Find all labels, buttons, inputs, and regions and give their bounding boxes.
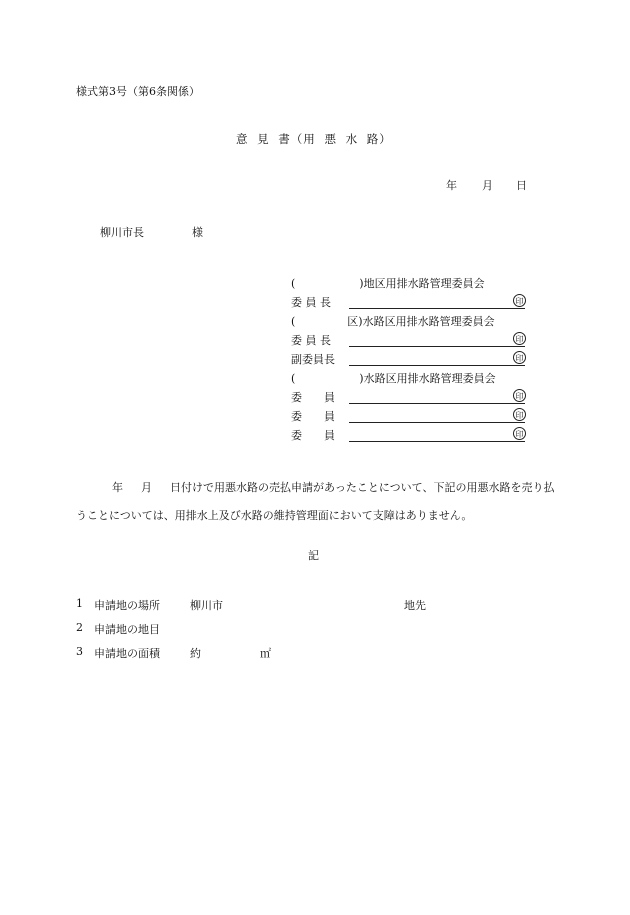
addressee-honorific: 様 [192,226,203,239]
item-label: 申請地の場所 [94,599,160,612]
seal-icon: 印 [513,294,526,307]
item-number: 2 [76,621,83,634]
org1-chair-signature-line[interactable] [349,308,525,309]
member-signature-line[interactable] [349,422,525,423]
date-day: 日 [516,179,527,192]
seal-icon: 印 [513,389,526,402]
ki-heading: 記 [308,549,319,562]
item-unit: ㎡ [260,647,271,660]
org2-vice-signature-line[interactable] [349,365,525,366]
member-label: 委 員 [291,410,335,423]
org2-open: ( [291,315,296,328]
org1-chair-label: 委 員 長 [291,296,331,309]
org2-row [287,311,532,330]
date-line [446,179,527,193]
org3-open: ( [291,372,296,385]
org1-chair-row [287,292,532,311]
member-signature-line[interactable] [349,403,525,404]
body-text: 日付けで用悪水路の売払申請があったことについて、下記の用悪水路を売り払うことについては、用排水上及び水路の維持管理面において支障はありません。 [76,481,555,522]
seal-icon: 印 [513,351,526,364]
org2-chair-signature-line[interactable] [349,346,525,347]
item-suffix: 地先 [404,599,426,612]
org3-name: )水路区用排水路管理委員会 [359,372,496,385]
org1-name: )地区用排水路管理委員会 [359,277,485,290]
org1-row [287,273,532,292]
org2-chair-label: 委 員 長 [291,334,331,347]
org3-member-row [287,387,532,406]
body-paragraph [76,474,556,530]
item-label: 申請地の面積 [94,647,160,660]
member-signature-line[interactable] [349,441,525,442]
seal-icon: 印 [513,427,526,440]
addressee-name: 柳川市長 [100,226,144,239]
org1-open: ( [291,277,296,290]
org2-vice-row [287,349,532,368]
item-value: 約 [190,647,201,660]
date-month: 月 [482,179,493,192]
org3-member-row [287,425,532,444]
form-number: 様式第3号（第6条関係） [76,85,200,98]
org2-vice-label: 副委員長 [291,353,335,366]
org3-member-row [287,406,532,425]
org2-chair-row [287,330,532,349]
seal-icon: 印 [513,408,526,421]
org2-name: 区)水路区用排水路管理委員会 [347,315,495,328]
item-label: 申請地の地目 [94,623,160,636]
member-label: 委 員 [291,391,335,404]
item-number: 3 [76,645,83,658]
document-title: 意 見 書（用 悪 水 路） [236,132,392,146]
member-label: 委 員 [291,429,335,442]
item-value: 柳川市 [190,599,223,612]
signature-block [287,273,532,444]
body-month: 月 [141,481,152,494]
item-number: 1 [76,597,83,610]
date-year: 年 [446,179,457,192]
body-year: 年 [112,481,123,494]
addressee [100,226,203,240]
seal-icon: 印 [513,332,526,345]
org3-row [287,368,532,387]
